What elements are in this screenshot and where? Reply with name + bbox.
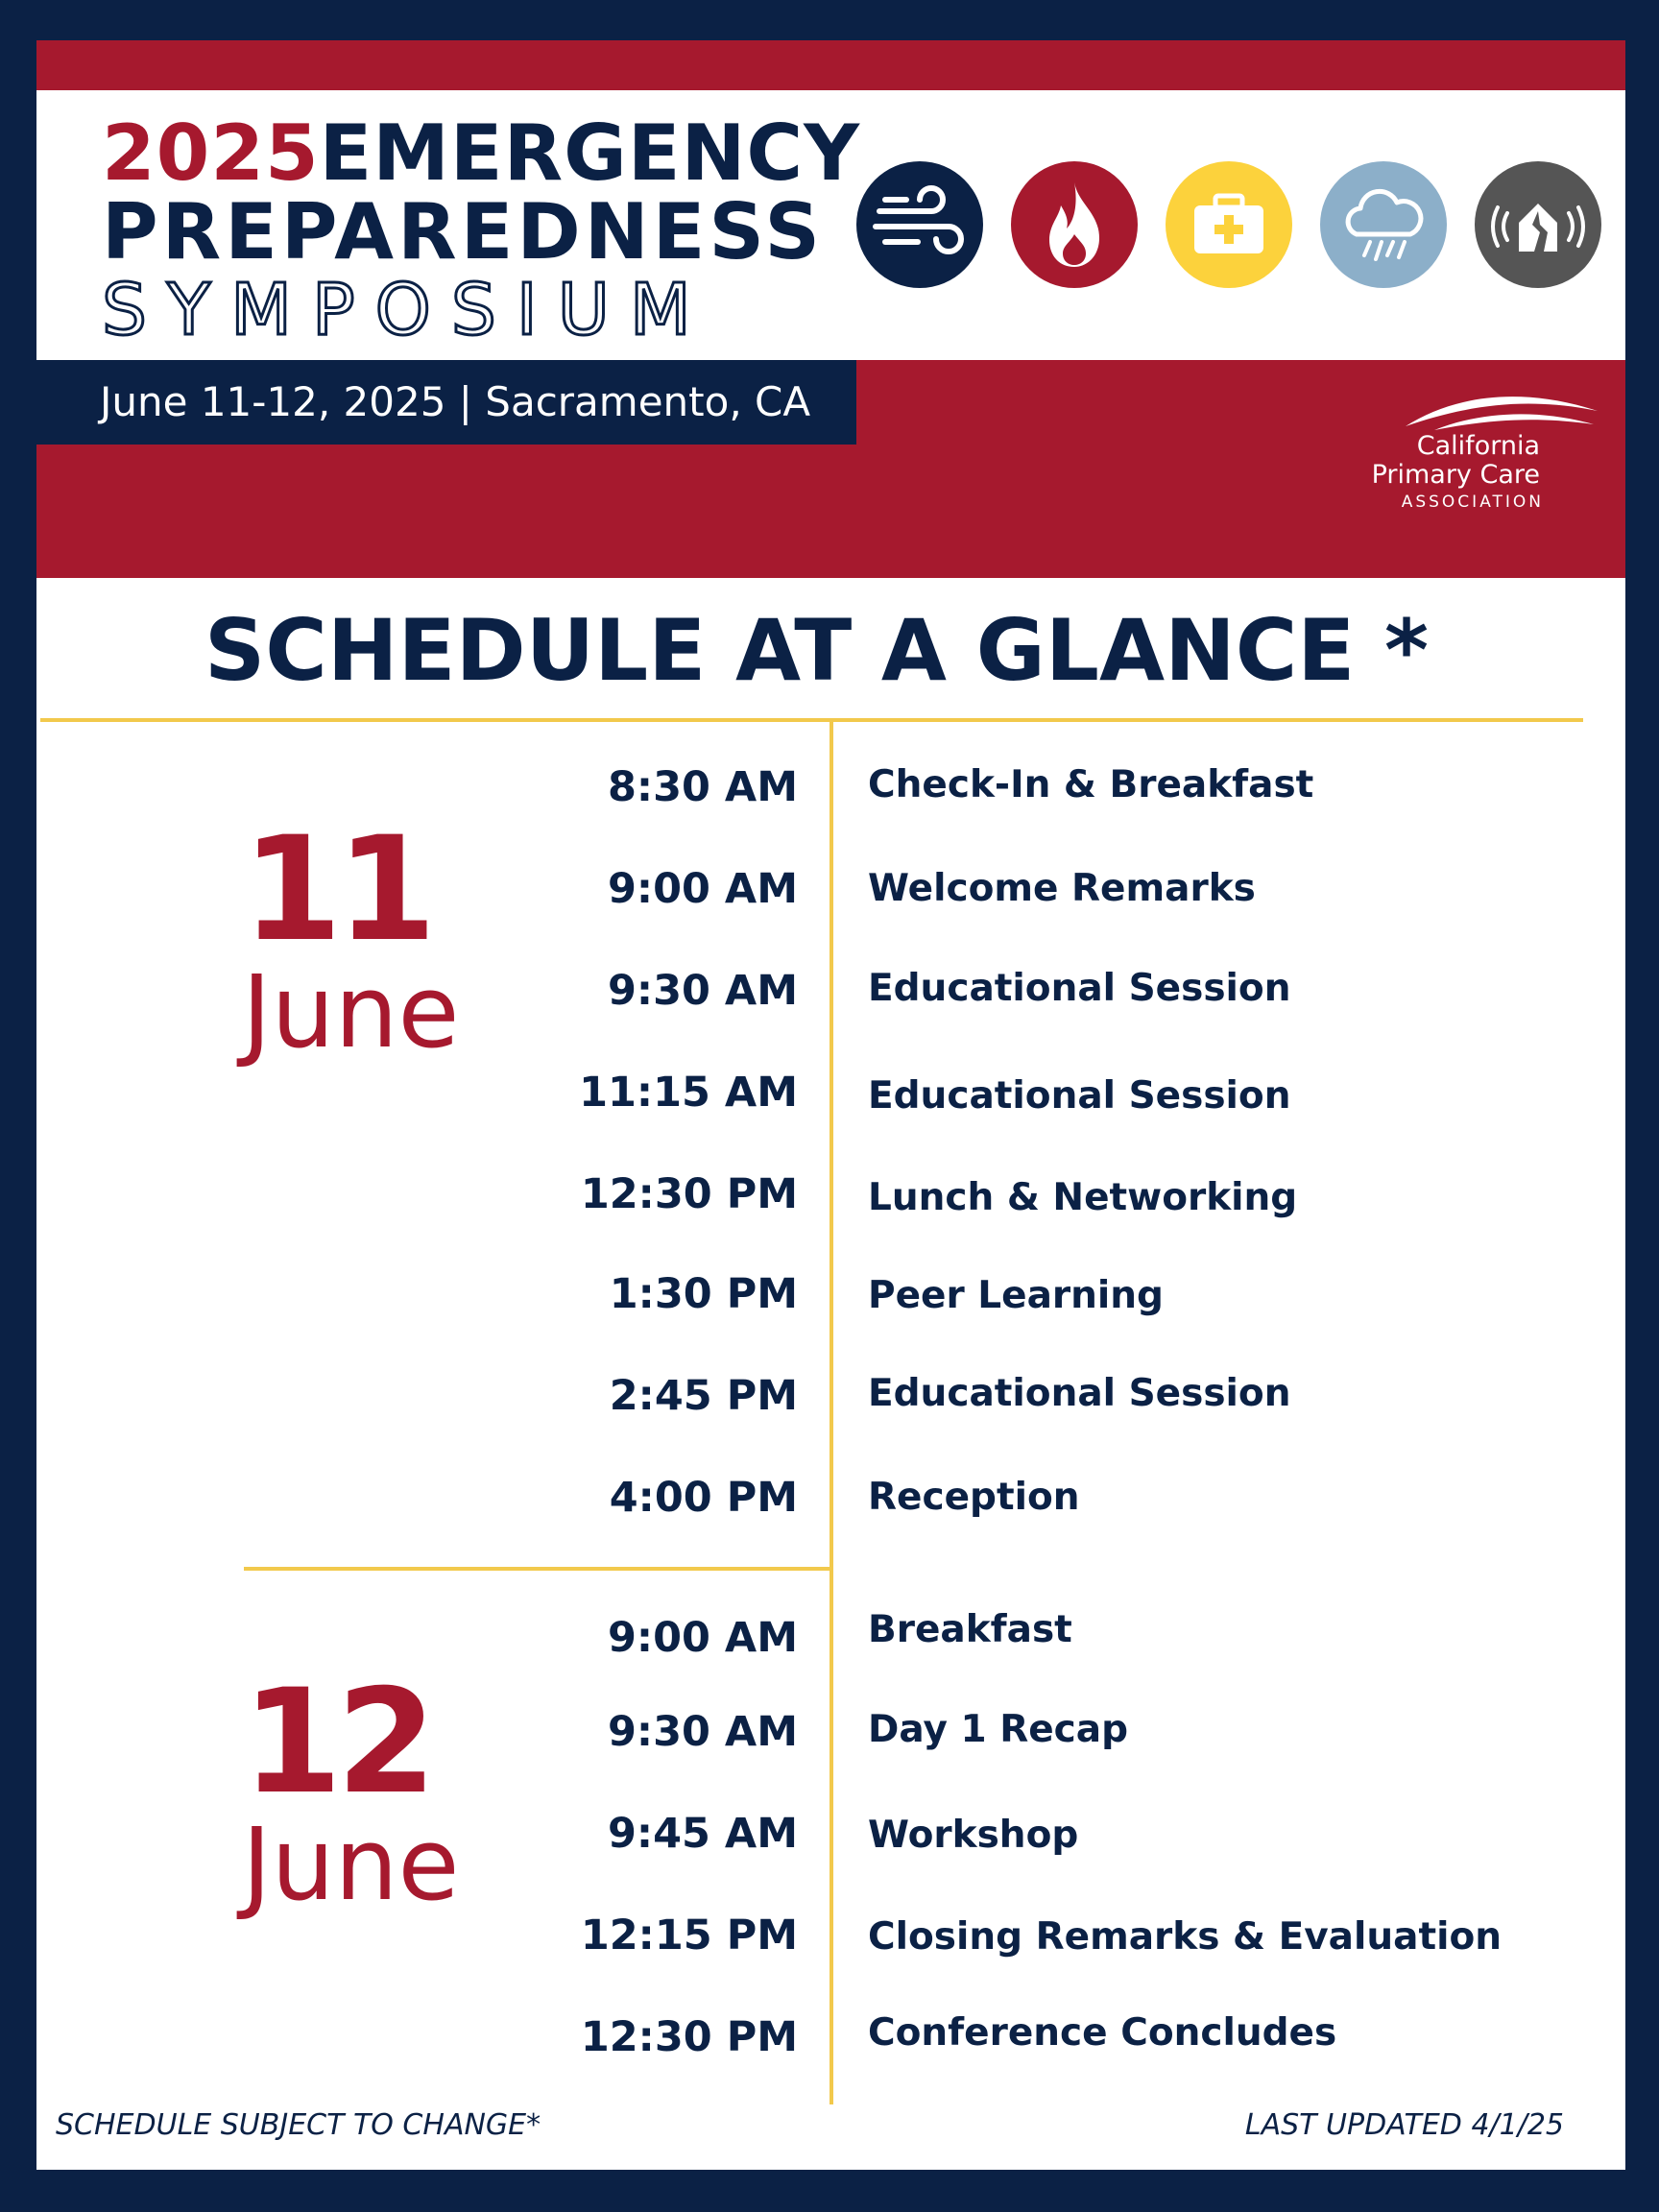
- event-item: Lunch & Networking: [868, 1176, 1298, 1219]
- title-preparedness: PREPAREDNESS: [102, 187, 824, 276]
- time-slot: 12:30 PM: [580, 1170, 798, 1218]
- time-slot: 9:00 AM: [608, 865, 798, 913]
- event-item: Workshop: [868, 1814, 1079, 1857]
- event-item: Day 1 Recap: [868, 1708, 1129, 1751]
- logo-association: ASSOCIATION: [1401, 493, 1544, 512]
- event-item: Check-In & Breakfast: [868, 763, 1314, 806]
- time-slot: 1:30 PM: [609, 1270, 798, 1318]
- time-slot: 12:15 PM: [580, 1911, 798, 1960]
- event-item: Conference Concludes: [868, 2011, 1337, 2055]
- event-title: [102, 108, 861, 351]
- time-slot: 11:15 AM: [579, 1069, 798, 1117]
- top-red-bar: [36, 40, 1625, 90]
- fire-icon: [1011, 161, 1138, 288]
- schedule-heading: SCHEDULE AT A GLANCE *: [204, 601, 1430, 700]
- day-number: 11: [242, 806, 431, 974]
- divider-horizontal: [40, 718, 1583, 722]
- event-item: Breakfast: [868, 1608, 1072, 1651]
- date-location-box: [36, 360, 856, 445]
- time-slot: 9:30 AM: [608, 1708, 798, 1756]
- day-month: June: [242, 1806, 460, 1923]
- divider-day: [244, 1567, 830, 1571]
- event-item: Educational Session: [868, 1074, 1291, 1118]
- title-year: 2025: [102, 108, 320, 198]
- event-item: Educational Session: [868, 1372, 1291, 1415]
- rain-cloud-icon: [1320, 161, 1447, 288]
- schedule-flyer: [36, 40, 1625, 2170]
- time-slot: 12:30 PM: [580, 2013, 798, 2061]
- event-item: Closing Remarks & Evaluation: [868, 1915, 1503, 1959]
- event-item: Welcome Remarks: [868, 867, 1256, 910]
- time-slot: 4:00 PM: [609, 1474, 798, 1522]
- day-number: 12: [242, 1659, 431, 1826]
- logo-primary-care: Primary Care: [1371, 460, 1540, 490]
- hazard-icons: [856, 161, 1605, 288]
- cpca-logo: [1371, 386, 1598, 530]
- event-item: Reception: [868, 1476, 1080, 1519]
- wind-icon: [856, 161, 983, 288]
- date-location: June 11-12, 2025 | Sacramento, CA: [100, 378, 811, 425]
- time-slot: 2:45 PM: [609, 1372, 798, 1420]
- time-slot: 8:30 AM: [608, 763, 798, 811]
- title-symposium: SYMPOSIUM: [102, 269, 711, 351]
- footer-disclaimer: SCHEDULE SUBJECT TO CHANGE*: [56, 2108, 541, 2142]
- time-slot: 9:30 AM: [608, 967, 798, 1015]
- event-item: Educational Session: [868, 967, 1291, 1010]
- title-emergency: EMERGENCY: [319, 108, 861, 198]
- day-month: June: [242, 953, 460, 1070]
- time-slot: 9:45 AM: [608, 1810, 798, 1858]
- day-11-date: [242, 806, 460, 1070]
- first-aid-kit-icon: [1166, 161, 1292, 288]
- divider-vertical: [830, 722, 833, 2104]
- footer-last-updated: LAST UPDATED 4/1/25: [1244, 2108, 1564, 2142]
- earthquake-house-icon: [1475, 161, 1601, 288]
- time-slot: 9:00 AM: [608, 1614, 798, 1662]
- event-item: Peer Learning: [868, 1274, 1164, 1317]
- logo-california: California: [1416, 431, 1540, 461]
